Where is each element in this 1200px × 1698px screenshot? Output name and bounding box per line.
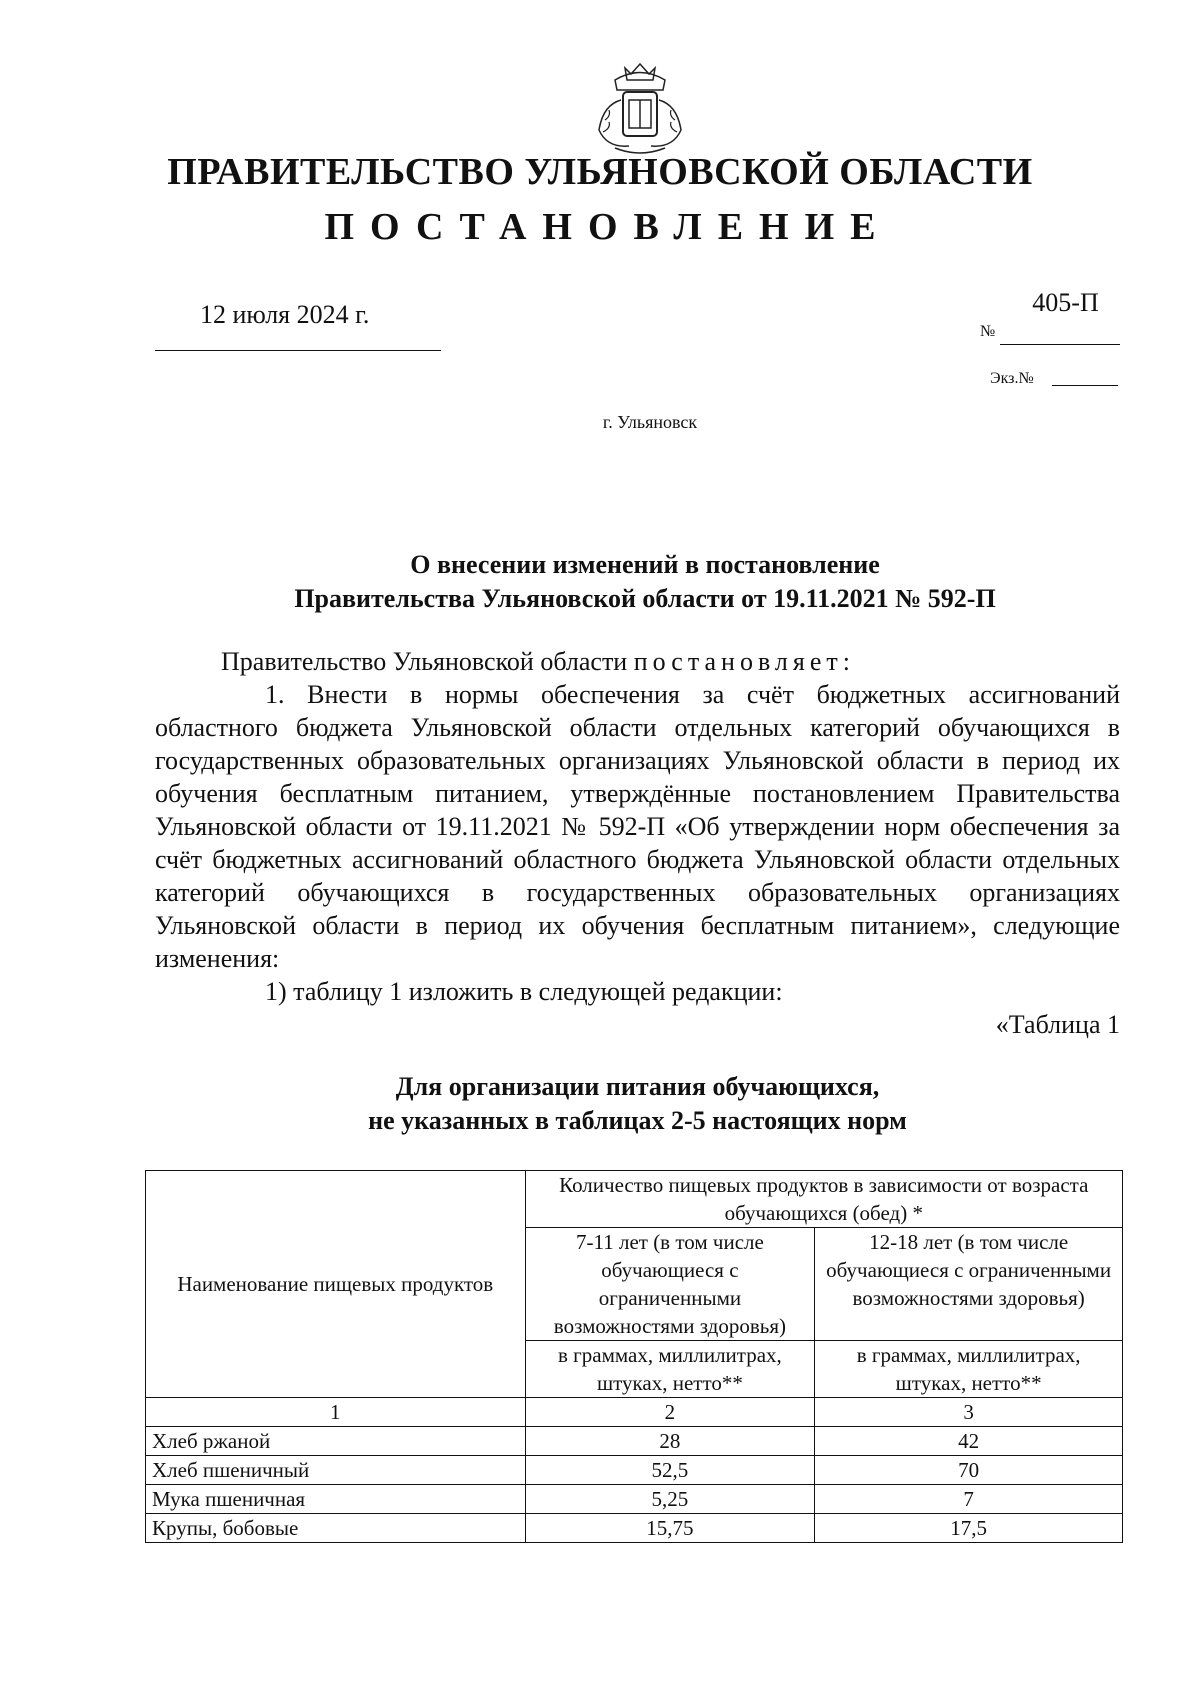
value-12-18: 70 [815,1456,1123,1485]
number-label: № [980,323,996,340]
header-age-7-11: 7-11 лет (в том числе обучающиеся с ограниченными возможностями здоровья) [525,1228,815,1341]
product-name: Хлеб пшеничный [146,1456,526,1485]
header-unit-7-11: в граммах, миллилитрах, штуках, нетто** [525,1341,815,1398]
column-number: 2 [525,1398,815,1427]
column-number: 1 [146,1398,526,1427]
table-row [146,1427,1123,1456]
number-underline [1000,344,1120,345]
coat-of-arms-emblem [585,60,695,160]
copy-number-underline [1052,385,1118,386]
value-7-11: 52,5 [525,1456,815,1485]
value-7-11: 15,75 [525,1514,815,1543]
date-underline [155,350,441,351]
value-7-11: 28 [525,1427,815,1456]
document-body [155,645,1120,1041]
table-row [146,1456,1123,1485]
header-product-name: Наименование пищевых продуктов [146,1171,526,1398]
document-type: ПОСТАНОВЛЕНИЕ [324,206,892,248]
document-number: 405-П [1032,288,1099,317]
product-name: Крупы, бобовые [146,1514,526,1543]
food-norms-table [145,1170,1123,1543]
subitem-1-paragraph: 1) таблицу 1 изложить в следующей редакции: [265,977,783,1006]
product-name: Хлеб ржаной [146,1427,526,1456]
city: г. Ульяновск [602,412,698,432]
document-date: 12 июля 2024 г. [200,300,370,329]
table-title [155,1070,1120,1138]
column-number-row [146,1398,1123,1427]
header-age-12-18: 12-18 лет (в том числе обучающиеся с ограниченными возможностями здоровья) [815,1228,1123,1341]
table-reference: «Таблица 1 [995,1010,1120,1039]
subject-line-2: Правительства Ульяновской области от 19.11.2021 № 592-П [294,584,996,613]
header-unit-12-18: в граммах, миллилитрах, штуках, нетто** [815,1341,1123,1398]
table-title-line-2: не указанных в таблицах 2-5 настоящих норм [368,1106,907,1135]
document-subject [150,548,1140,616]
value-12-18: 7 [815,1485,1123,1514]
value-12-18: 17,5 [815,1514,1123,1543]
value-7-11: 5,25 [525,1485,815,1514]
subject-line-1: О внесении изменений в постановление [410,550,880,579]
copy-number-label: Экз.№ [990,370,1034,387]
intro-verb: постановляет: [633,647,855,676]
header-quantity-group: Количество пищевых продуктов в зависимости от возраста обучающихся (обед) * [525,1171,1122,1228]
table-row [146,1485,1123,1514]
intro-paragraph [155,645,1120,678]
table-title-line-1: Для организации питания обучающихся, [395,1072,880,1101]
table-row [146,1514,1123,1543]
government-title: ПРАВИТЕЛЬСТВО УЛЬЯНОВСКОЙ ОБЛАСТИ [167,151,1033,193]
column-number: 3 [815,1398,1123,1427]
value-12-18: 42 [815,1427,1123,1456]
product-name: Мука пшеничная [146,1485,526,1514]
intro-prefix: Правительство Ульяновской области [221,647,628,676]
item-1-paragraph: 1. Внести в нормы обеспечения за счёт бюджетных ассигнований областного бюджета Ульяновской области отдельных категорий обучающихся в государственных образовательных организациях Ульяновской области в период их обучения бесплатным питанием, утверждённые постановлением Правительства Ульяновской области от 19.11.2021 № 592-П «Об утверждении норм обеспечения за счёт бюджетных ассигнований областного бюджета Ульяновской области отдельных категорий обучающихся в государственных образовательных организациях Ульяновской области в период их обучения бесплатным питанием», следующие изменения: [155,680,1120,973]
